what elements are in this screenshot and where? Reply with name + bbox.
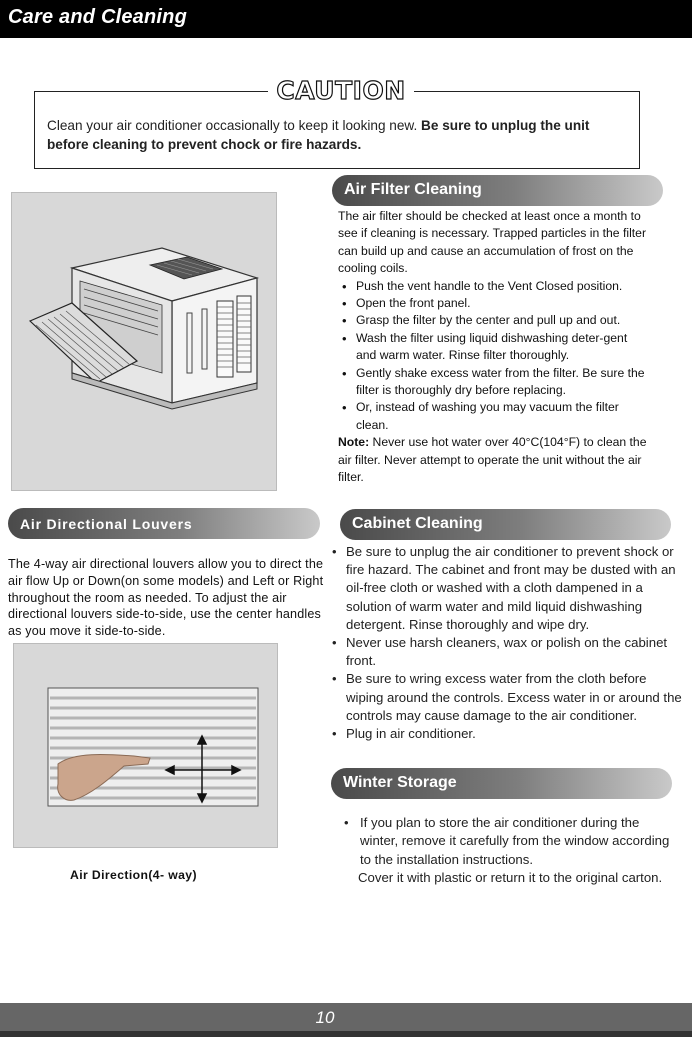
louvers-text: The 4-way air directional louvers allow you to direct the air flow Up or Down(on some models) and Left or Right throughout the room as needed. To adjust the air directional louvers side-to-side, use the center handles as you move it side-to-side.: [8, 557, 324, 639]
cabinet-item: • Be sure to unplug the air conditioner to prevent shock or fire hazard. The cabinet and front may be dusted with an oil-free cloth or washed with a cloth dampened in a solution of warm water and mild liquid dishwashing detergent. Rinse thoroughly and wipe dry.: [332, 543, 684, 634]
note-text: Never use hot water over 40°C(104°F) to clean the air filter. Never attempt to operate the unit without the air filter.: [338, 435, 647, 485]
caution-title: [268, 76, 414, 108]
air-filter-steps: [338, 278, 648, 435]
air-directional-louvers-header: [8, 508, 320, 539]
louver-drawing: [14, 644, 279, 849]
air-conditioner-drawing: [12, 193, 278, 492]
air-filter-note: [338, 434, 648, 486]
air-filter-step: • Open the front panel.: [338, 295, 648, 312]
air-filter-step: • Grasp the filter by the center and pull up and out.: [338, 312, 648, 329]
cabinet-cleaning-header: [340, 509, 671, 540]
air-filter-step: • Push the vent handle to the Vent Closed position.: [338, 278, 648, 295]
air-filter-cleaning-heading: Air Filter Cleaning: [344, 181, 482, 198]
footer-strip: [0, 1031, 692, 1037]
cabinet-cleaning-list: [332, 543, 684, 743]
header-bar: [0, 0, 692, 38]
air-filter-step: • Gently shake excess water from the filter. Be sure the filter is thoroughly dry before replacing.: [338, 365, 648, 400]
air-directional-louvers-heading: Air Directional Louvers: [20, 516, 193, 532]
cabinet-cleaning-heading: Cabinet Cleaning: [352, 515, 483, 532]
footer-bar: [0, 1003, 692, 1031]
air-filter-cleaning-header: [332, 175, 663, 206]
page-number: 10: [315, 1008, 335, 1027]
caution-text-plain: Clean your air conditioner occasionally to keep it looking new.: [47, 118, 418, 133]
cabinet-item: • Plug in air conditioner.: [332, 725, 684, 743]
winter-tail: Cover it with plastic or return it to the original carton.: [358, 870, 663, 886]
page-title: Care and Cleaning: [8, 6, 187, 28]
winter-storage-list: [340, 814, 670, 869]
air-filter-step: • Wash the filter using liquid dishwashing deter-gent and warm water. Rinse filter thoroughly.: [338, 330, 648, 365]
air-direction-caption: Air Direction(4- way): [70, 868, 197, 882]
caution-title-text: CAUTION: [276, 76, 406, 105]
note-label: Note:: [338, 435, 370, 450]
winter-item: • If you plan to store the air conditioner during the winter, remove it carefully from the window according to the installation instructions.: [340, 814, 670, 869]
winter-storage-heading: Winter Storage: [343, 774, 457, 791]
louver-photo: [13, 643, 278, 848]
air-filter-intro: The air filter should be checked at least once a month to see if cleaning is necessary. Trapped particles in the filter can build up and cause an accumulation of frost on the cooling coils.: [338, 209, 647, 276]
air-filter-step: • Or, instead of washing you may vacuum the filter clean.: [338, 399, 648, 434]
air-filter-body: [338, 208, 648, 487]
winter-storage-header: [331, 768, 672, 799]
winter-storage-body: [340, 814, 670, 888]
caution-text: [47, 116, 632, 154]
caution-text-bold: Be sure to unplug the unit before cleaning to prevent chock or fire hazards.: [47, 118, 590, 152]
cabinet-item: • Never use harsh cleaners, wax or polish on the cabinet front.: [332, 634, 684, 670]
air-conditioner-illustration: [11, 192, 277, 491]
cabinet-item: • Be sure to wring excess water from the cloth before wiping around the controls. Excess water in or around the controls may cause damage to the air conditioner.: [332, 670, 684, 725]
